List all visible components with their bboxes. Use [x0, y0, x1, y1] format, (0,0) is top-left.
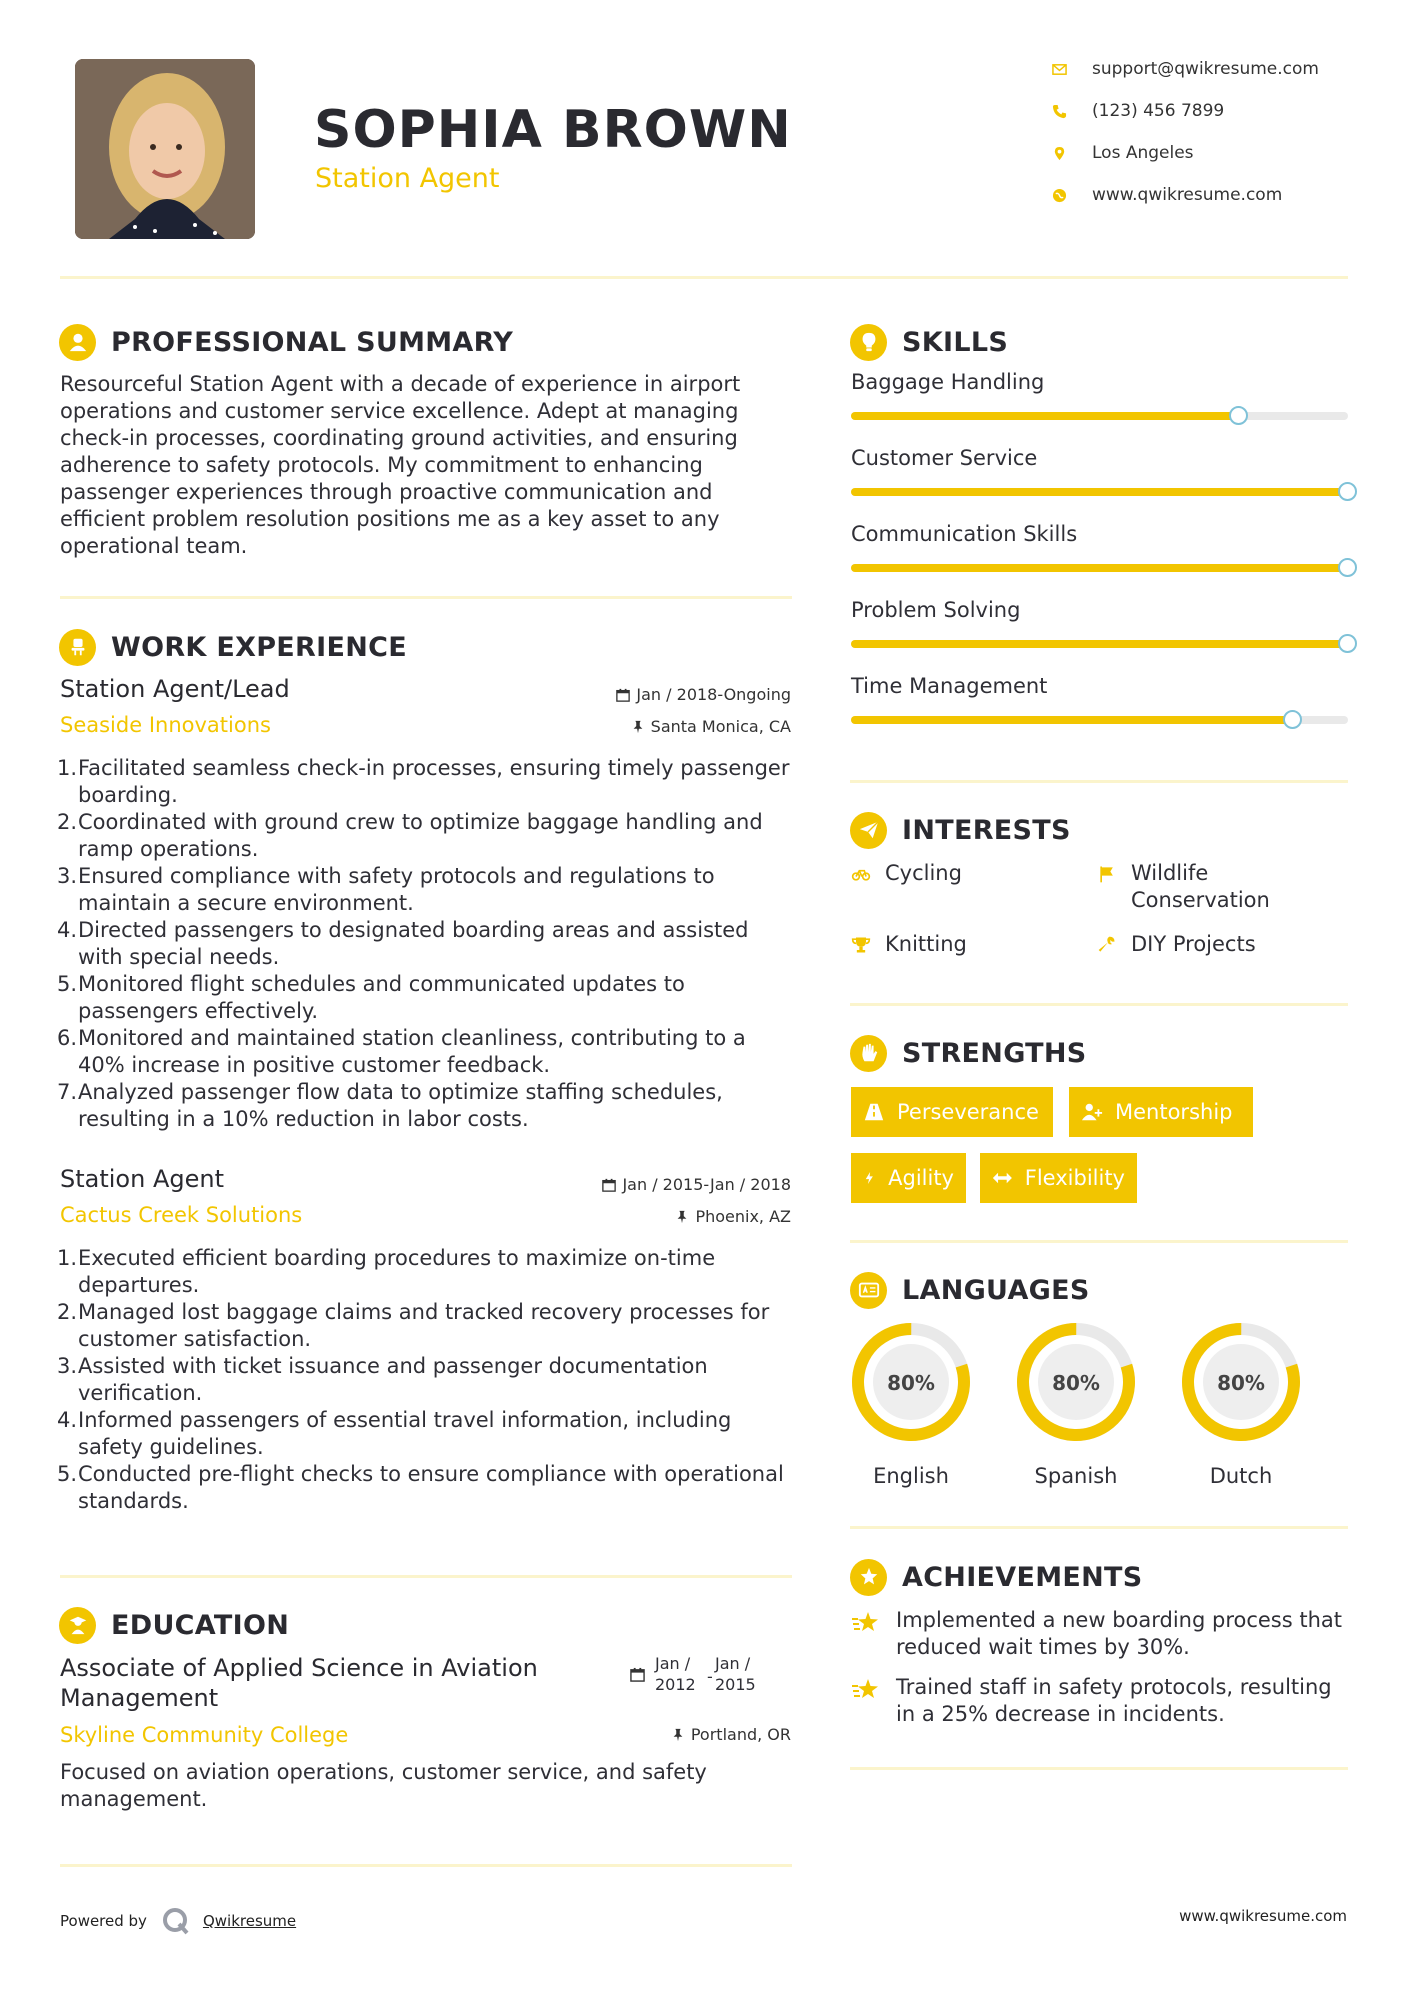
svg-text:80%: 80%	[1052, 1371, 1100, 1395]
achievements-divider	[850, 1767, 1348, 1770]
list-item: 6. Monitored and maintained station cleanliness, contributing to a 40% increase in positive customer feedback.	[57, 1026, 746, 1077]
job-responsibilities	[57, 1245, 820, 1515]
skill-bar	[851, 640, 1348, 648]
language-ring	[1179, 1320, 1303, 1444]
list-item: 1. Facilitated seamless check-in processes, ensuring timely passenger boarding.	[57, 756, 790, 807]
wrench-icon	[1097, 931, 1131, 955]
skill-item: Customer Service	[851, 446, 1348, 522]
language-item: 80% English	[849, 1320, 973, 1488]
calendar-icon	[616, 688, 630, 702]
interest-item: DIY Projects	[1097, 931, 1357, 958]
contact-email[interactable]: support@qwikresume.com	[1052, 58, 1372, 80]
degree-title: Associate of Applied Science in Aviation Management	[60, 1654, 538, 1712]
achievements-heading: ACHIEVEMENTS	[850, 1557, 1143, 1597]
powered-by: Powered by Qwikresume	[60, 1906, 296, 1936]
job-location: Santa Monica, CA	[491, 717, 791, 736]
svg-text:80%: 80%	[1217, 1371, 1265, 1395]
header-divider	[60, 276, 1348, 279]
contact-website[interactable]: www.qwikresume.com	[1052, 184, 1372, 206]
profile-photo	[75, 59, 255, 239]
summary-heading: PROFESSIONAL SUMMARY	[59, 322, 513, 362]
arrows-horizontal-icon	[992, 1167, 1013, 1189]
job-dates: Jan / 2018-Ongoing	[491, 685, 791, 704]
footer-url[interactable]: www.qwikresume.com	[1179, 1907, 1347, 1925]
skill-item: Communication Skills	[851, 522, 1348, 598]
contact-phone[interactable]: (123) 456 7899	[1052, 100, 1372, 122]
calendar-icon	[602, 1178, 616, 1192]
skill-bar	[851, 716, 1348, 724]
lightbulb-icon	[850, 324, 887, 361]
list-item: 5. Monitored flight schedules and communicated updates to passengers effectively.	[57, 972, 685, 1023]
bolt-icon	[863, 1167, 876, 1189]
bicycle-icon	[851, 860, 885, 884]
job-title: Station Agent	[60, 1165, 224, 1193]
interest-item: Knitting	[851, 931, 1081, 958]
education-description: Focused on aviation operations, customer service, and safety management.	[60, 1760, 707, 1811]
company-name: Seaside Innovations	[60, 713, 271, 737]
paper-plane-icon	[850, 812, 887, 849]
strength-tag: Mentorship	[1069, 1087, 1253, 1137]
summary-text: Resourceful Station Agent with a decade of experience in airport operations and customer service excellence. Adept at managing check-in processes, coordinating ground activities, and ensuring adherence to safety protocols. My commitment to enhancing passenger experiences through proactive communication and efficient problem resolution positions me as a key asset to any operational team.	[60, 372, 741, 558]
brand-link[interactable]: Qwikresume	[202, 1912, 297, 1930]
skills-divider	[850, 780, 1348, 783]
job-location: Phoenix, AZ	[491, 1207, 791, 1226]
trophy-icon	[851, 931, 885, 955]
star-badge-icon	[850, 1559, 887, 1596]
skills-heading: SKILLS	[850, 322, 1008, 362]
language-item: 80% Dutch	[1179, 1320, 1303, 1488]
skill-slider-handle[interactable]	[1229, 406, 1248, 425]
list-item: 3. Ensured compliance with safety protocols and regulations to maintain a secure environment.	[57, 864, 715, 915]
language-ring	[849, 1320, 973, 1444]
interests-heading: INTERESTS	[850, 810, 1071, 850]
experience-divider	[60, 1575, 792, 1578]
achievement-item: Implemented a new boarding process that reduced wait times by 30%.	[851, 1607, 1351, 1661]
achievement-item: Trained staff in safety protocols, resulting in a 25% decrease in incidents.	[851, 1674, 1351, 1728]
education-divider	[60, 1864, 792, 1867]
star-icon	[851, 1607, 896, 1643]
experience-heading: WORK EXPERIENCE	[59, 627, 407, 667]
chair-icon	[59, 629, 96, 666]
skill-item: Baggage Handling	[851, 370, 1348, 446]
globe-icon	[1052, 188, 1092, 203]
language-ring	[1014, 1320, 1138, 1444]
skill-slider-handle[interactable]	[1338, 482, 1357, 501]
pushpin-icon	[675, 1210, 689, 1224]
road-icon	[863, 1101, 885, 1123]
strengths-heading: STRENGTHS	[850, 1033, 1087, 1073]
contact-location: Los Angeles	[1052, 142, 1372, 164]
list-item: 5. Conducted pre-flight checks to ensure compliance with operational standards.	[57, 1462, 784, 1513]
skill-item: Time Management	[851, 674, 1348, 750]
qwikresume-logo-icon	[161, 1906, 191, 1936]
pushpin-icon	[671, 1728, 685, 1742]
pushpin-icon	[631, 720, 645, 734]
education-dates: Jan / 2012 - Jan / 2015	[630, 1653, 790, 1695]
strengths-divider	[850, 1240, 1348, 1243]
education-location: Portland, OR	[491, 1725, 791, 1744]
skills-list	[851, 370, 1348, 750]
candidate-name: SOPHIA BROWN	[314, 100, 792, 160]
skill-item: Problem Solving	[851, 598, 1348, 674]
interests-divider	[850, 1003, 1348, 1006]
list-item: 4. Informed passengers of essential travel information, including safety guidelines.	[57, 1408, 732, 1459]
summary-divider	[60, 596, 792, 599]
calendar-icon	[630, 1667, 645, 1682]
hand-icon	[850, 1035, 887, 1072]
strength-tag: Agility	[851, 1153, 966, 1203]
job-title: Station Agent/Lead	[60, 675, 290, 703]
skill-slider-handle[interactable]	[1338, 558, 1357, 577]
skill-slider-handle[interactable]	[1338, 634, 1357, 653]
list-item: 1. Executed efficient boarding procedures to maximize on-time departures.	[57, 1246, 716, 1297]
list-item: 7. Analyzed passenger flow data to optimize staffing schedules, resulting in a 10% reduction in labor costs.	[57, 1080, 723, 1131]
translate-icon	[850, 1272, 887, 1309]
interest-item: Cycling	[851, 860, 1081, 887]
strength-tag: Perseverance	[851, 1087, 1053, 1137]
candidate-role: Station Agent	[315, 163, 500, 194]
list-item: 4. Directed passengers to designated boarding areas and assisted with special needs.	[57, 918, 749, 969]
skill-bar	[851, 412, 1348, 420]
skill-slider-handle[interactable]	[1283, 710, 1302, 729]
languages-divider	[850, 1526, 1348, 1529]
location-pin-icon	[1052, 146, 1092, 161]
user-plus-icon	[1081, 1101, 1103, 1123]
education-heading: EDUCATION	[59, 1605, 289, 1645]
flag-icon	[1097, 860, 1131, 884]
envelope-icon	[1052, 62, 1092, 77]
interest-item: Wildlife Conservation	[1097, 860, 1357, 914]
list-item: 2. Managed lost baggage claims and tracked recovery processes for customer satisfaction.	[57, 1300, 770, 1351]
svg-text:80%: 80%	[887, 1371, 935, 1395]
phone-icon	[1052, 104, 1092, 119]
languages-heading: LANGUAGES	[850, 1270, 1090, 1310]
user-icon	[59, 324, 96, 361]
school-name: Skyline Community College	[60, 1723, 349, 1747]
skill-bar	[851, 488, 1348, 496]
skill-bar	[851, 564, 1348, 572]
graduate-icon	[59, 1607, 96, 1644]
job-responsibilities	[57, 755, 820, 1133]
list-item: 3. Assisted with ticket issuance and passenger documentation verification.	[57, 1354, 708, 1405]
language-item: 80% Spanish	[1014, 1320, 1138, 1488]
company-name: Cactus Creek Solutions	[60, 1203, 303, 1227]
strength-tag: Flexibility	[980, 1153, 1137, 1203]
star-icon	[851, 1674, 896, 1710]
job-dates: Jan / 2015-Jan / 2018	[491, 1175, 791, 1194]
list-item: 2. Coordinated with ground crew to optimize baggage handling and ramp operations.	[57, 810, 763, 861]
